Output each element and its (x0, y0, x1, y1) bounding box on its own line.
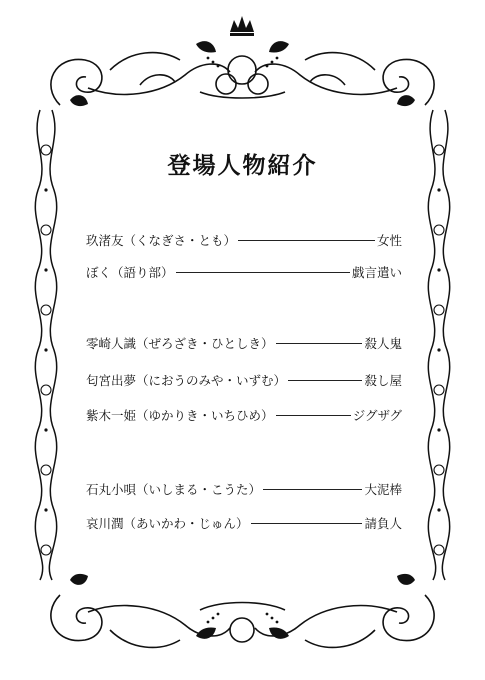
character-role: 戯言遣い (351, 265, 402, 280)
character-name: ぼく（語り部） (86, 265, 174, 280)
leader-line (238, 240, 375, 241)
character-name: 匂宮出夢（におうのみや・いずむ） (86, 373, 287, 388)
leader-line (251, 523, 363, 524)
character-name: 紫木一姫（ゆかりき・いちひめ） (86, 408, 274, 423)
character-role: 女性 (376, 233, 402, 248)
character-role: 殺人鬼 (364, 336, 402, 351)
character-row (86, 230, 402, 250)
character-row (86, 370, 402, 390)
character-role: 請負人 (364, 516, 402, 531)
leader-line (176, 272, 350, 273)
character-row (86, 405, 402, 425)
character-row (86, 513, 402, 533)
page-title: 登場人物紹介 (167, 152, 318, 179)
leader-line (263, 489, 362, 490)
crown-icon (230, 16, 254, 32)
character-name: 零崎人識（ぜろざき・ひとしき） (86, 336, 274, 351)
character-name: 石丸小唄（いしまる・こうた） (86, 482, 262, 497)
character-role: ジグザグ (352, 408, 402, 423)
character-name: 哀川潤（あいかわ・じゅん） (86, 516, 249, 531)
character-role: 殺し屋 (364, 373, 402, 388)
character-role: 大泥棒 (364, 482, 402, 497)
character-row (86, 333, 402, 353)
character-row (86, 479, 402, 499)
character-row (86, 262, 402, 282)
character-name: 玖渚友（くなぎさ・とも） (86, 233, 237, 248)
leader-line (276, 343, 363, 344)
leader-line (288, 380, 362, 381)
leader-line (276, 415, 351, 416)
